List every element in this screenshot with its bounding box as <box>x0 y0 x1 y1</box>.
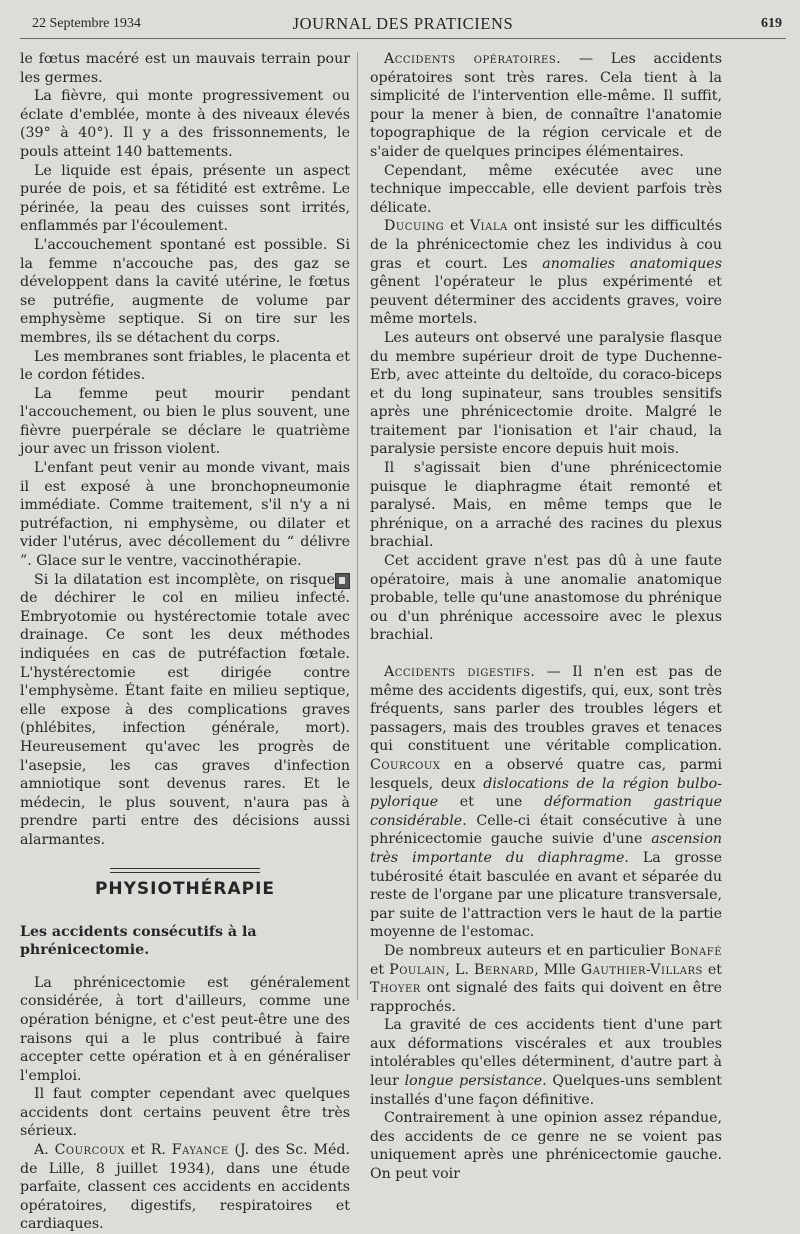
author-name: Courcoux <box>54 1142 125 1159</box>
paragraph-text: Si la dilatation est incomplète, on risque de déchirer le col en milieu infecté. Embryotomie ou hystérectomie totale avec drainage. Ce sont les deux méthodes indiquées en cas de putréfaction fœtale. L'hystérectomie est dirigée contre l'emphysème. Étant faite en milieu septique, elle expose à des complications graves (phlébites, infection générale, mort). Heureusement qu'avec les progrès de l'asepsie, les cas graves d'infection amniotique sont devenus rares. Et le médecin, le plus souvent, n'aura pas à prendre parti entre des décisions aussi alarmantes. <box>20 571 350 848</box>
text-run: La gravité de ces accidents tient d'une part aux déformations viscérales et aux troubles intolérables qu'elles déterminent, d'autre part à leur <box>370 1017 722 1090</box>
author-name: Thoyer <box>370 980 421 997</box>
paragraph-gap <box>370 645 722 663</box>
paragraph: Il faut compter cependant avec quelques accidents dont certains peuvent être très sérieux. <box>20 1086 350 1140</box>
paragraph: Cependant, même exécutée avec une technique impeccable, elle devient parfois très délicate. <box>370 162 722 216</box>
text-run: De nombreux auteurs et en particulier <box>384 942 671 959</box>
header-date: 22 Septembre 1934 <box>32 16 141 31</box>
text-run: et <box>444 218 470 235</box>
paragraph: La phrénicectomie est généralement considérée, à tort d'ailleurs, comme une opération bénigne, et c'est peut-être une des raisons qui a le plus contribué à faire accepter cette opération et à en généraliser l'emploi. <box>20 974 350 1084</box>
section-separator <box>110 868 260 873</box>
text-run: , Mlle <box>534 961 581 978</box>
emphasis: ascension très importante du diaphragme <box>370 831 722 866</box>
emphasis: dislocations de la région bulbo-pylorique <box>370 775 722 811</box>
author-name: Bonafé <box>670 942 722 959</box>
end-mark-icon <box>335 573 350 589</box>
paragraph <box>370 942 722 1016</box>
emphasis: longue persistance <box>404 1073 543 1090</box>
section-title: PHYSIOTHÉRAPIE <box>94 878 276 899</box>
paragraph: La fièvre, qui monte progressivement ou éclate d'emblée, monte à des niveaux élevés (39° à 40°). Il y a des frissonnements, le pouls atteint 140 battements. <box>20 88 350 160</box>
paragraph: La femme peut mourir pendant l'accouchement, ou bien le plus souvent, une fièvre puerpérale se déclare le quatrième jour avec un frisson violent. <box>20 385 350 458</box>
author-name: Viala <box>469 218 508 235</box>
left-column <box>20 50 350 1234</box>
text-run: ont insisté sur les difficultés de la phrénicectomie chez les individus à cou gras et court. Les <box>370 218 722 272</box>
text-run: et <box>702 961 723 978</box>
right-column <box>370 50 722 1184</box>
text-run: — Il n'en est pas de même des accidents digestifs, qui, eux, sont très fréquents, sans parler des troubles légers et passagers, mais des troubles graves et tenaces qui constituent une véritable complication. <box>370 664 723 755</box>
paragraph-heading: Accidents digestifs. <box>384 664 536 680</box>
text-run: et <box>370 961 390 978</box>
author-name: Ducuing <box>384 218 445 235</box>
author-name: Bernard <box>473 961 535 978</box>
paragraph <box>20 1141 350 1234</box>
text-run: A. <box>34 1142 55 1159</box>
paragraph <box>20 571 350 850</box>
text-run: (J. des Sc. Méd. de Lille, 8 juillet 1934), dans une étude parfaite, classent ces accidents en accidents opératoires, digestifs, respiratoires et cardiaques. <box>20 1142 350 1233</box>
paragraph: Les membranes sont friables, le placenta et le cordon fétides. <box>20 348 350 384</box>
author-name: Poulain <box>389 961 446 978</box>
author-name: Gauthier-Villars <box>580 961 703 978</box>
paragraph-heading: Accidents opératoires. <box>384 51 562 67</box>
text-run: — Les accidents opératoires sont très rares. Cela tient à la simplicité de l'intervention elle-même. Il suffit, pour la mener à bien, de connaître l'anatomie topographique de la région cervicale et de s'aider de quelques principes élémentaires. <box>370 51 722 160</box>
paragraph: L'enfant peut venir au monde vivant, mais il est exposé à une bronchopneumonie immédiate. Comme traitement, s'il n'y a ni putréfaction, ni emphysème, ou dilater et vider l'utérus, avec décollement du “ délivre ”. Glace sur le ventre, vaccinothérapie. <box>20 460 350 570</box>
paragraph: Cet accident grave n'est pas dû à une faute opératoire, mais à une anomalie anatomique probable, telle qu'une anastomose du phrénique ou d'un phrénique accessoire avec le plexus brachial. <box>370 553 722 644</box>
text-run: et une <box>438 794 544 811</box>
text-run: . Celle-ci était consécutive à une phrénicectomie gauche suivie d'une <box>370 812 722 848</box>
paragraph <box>370 1016 722 1109</box>
page-header <box>20 12 786 39</box>
text-run: . La grosse tubérosité était basculée en avant et séparée du reste de l'organe par une plicature transversale, par suite de l'attraction vers le haut de la partie moyenne de l'estomac. <box>370 849 722 941</box>
text-run: . Quelques-uns semblent installés d'une façon définitive. <box>370 1073 722 1108</box>
paragraph: le fœtus macéré est un mauvais terrain pour les germes. <box>20 51 350 86</box>
author-name: Fayance <box>171 1142 229 1159</box>
paragraph: Les auteurs ont observé une paralysie flasque du membre supérieur droit de type Duchenne-Erb, avec atteinte du deltoïde, du coraco-biceps et du long supinateur, sans troubles sensitifs après une phrénicectomie droite. Malgré le traitement par l'ionisation et l'air chaud, la paralysie persiste encore depuis huit mois. <box>370 329 722 458</box>
paragraph <box>370 50 722 162</box>
text-run: ont signalé des faits qui doivent en être rapprochés. <box>370 980 722 1015</box>
text-run: en a observé quatre cas, parmi lesquels, deux <box>370 756 722 792</box>
header-journal-title: JOURNAL DES PRATICIENS <box>292 14 514 33</box>
paragraph: Le liquide est épais, présente un aspect purée de pois, et sa fétidité est extrême. Le périnée, la peau des cuisses sont irrités, enflammés par l'écoulement. <box>20 162 350 235</box>
header-page-number: 619 <box>761 16 782 31</box>
paragraph: Il s'agissait bien d'une phrénicectomie puisque le diaphragme était remonté et paralysé. Mais, en même temps que le phrénique, on a arraché des racines du plexus brachial. <box>370 460 722 551</box>
article-subheading: Les accidents consécutifs à la phrénicectomie. <box>20 923 257 959</box>
author-name: Courcoux <box>370 756 441 773</box>
paragraph: Contrairement à une opinion assez répandue, des accidents de ce genre ne se voient pas uniquement après une phrénicectomie gauche. On peut voir <box>370 1110 722 1183</box>
emphasis: déformation gastrique considérable <box>370 794 722 829</box>
paragraph: L'accouchement spontané est possible. Si la femme n'accouche pas, des gaz se développent dans la cavité utérine, le fœtus se putréfie, augmente de volume par emphysème septique. Si on tire sur les membres, ils se détachent du corps. <box>20 236 350 346</box>
column-divider <box>357 52 358 1000</box>
text-run: et R. <box>125 1142 172 1159</box>
text-run: gênent l'opérateur le plus expérimenté et peuvent déterminer des accidents graves, voire même mortels. <box>370 274 722 328</box>
paragraph <box>370 217 722 329</box>
emphasis: anomalies anatomiques <box>542 255 722 272</box>
text-run: , L. <box>445 961 474 978</box>
paragraph <box>370 663 722 942</box>
